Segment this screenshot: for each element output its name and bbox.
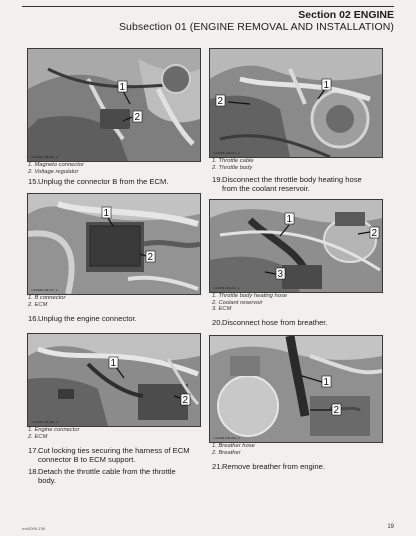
step-15 — [28, 177, 168, 186]
figure-legend — [212, 158, 254, 171]
legend-item: 2. Throttle body — [212, 164, 253, 171]
legend-item: 1. B connector — [28, 295, 66, 301]
legend-item: 2. Coolant reservoir — [212, 299, 263, 306]
legend-item: 1. Engine connector — [28, 427, 80, 433]
callout-2: 2 — [147, 252, 154, 263]
step-text-continued: connector B to ECM support. — [38, 455, 136, 464]
figure-magneto-connector — [27, 48, 201, 162]
legend-item: 1. Magneto connector — [28, 162, 85, 168]
callout-1: 1 — [110, 358, 117, 369]
step-text: Cut locking ties securing the harness of ECM — [38, 446, 190, 455]
step-21 — [212, 462, 325, 471]
step-number: 15. — [28, 177, 39, 186]
figure-throttle-cable — [209, 48, 383, 158]
header-rule — [22, 6, 394, 7]
step-text-continued: body. — [38, 476, 57, 485]
figure-legend — [212, 293, 287, 313]
step-text: Unplug the connector B from the ECM. — [38, 177, 169, 186]
callout-2: 2 — [371, 228, 378, 239]
callout-1: 1 — [286, 214, 293, 225]
step-text: Disconnect the throttle body heating hose — [222, 175, 362, 184]
step-text: Remove breather from engine. — [222, 462, 325, 471]
callout-1: 1 — [119, 82, 126, 93]
step-number: 16. — [28, 314, 39, 323]
section-title: Section 02 ENGINE — [298, 9, 394, 21]
legend-item: 2. Breather — [212, 449, 241, 456]
step-number: 18. — [28, 467, 39, 476]
callout-1: 1 — [103, 208, 110, 219]
callout-1: 1 — [323, 377, 330, 388]
step-18 — [28, 467, 176, 485]
figure-heating-hose — [209, 199, 383, 293]
figure-legend — [28, 427, 80, 440]
legend-item: 2. Voltage regulator — [28, 168, 79, 175]
callout-1: 1 — [323, 80, 330, 91]
step-number: 21. — [212, 462, 223, 471]
legend-item: 2. ECM — [28, 433, 48, 440]
step-text: Detach the throttle cable from the throttle — [38, 467, 176, 476]
step-text: Unplug the engine connector. — [38, 314, 137, 323]
legend-item: 1. Breather hose — [212, 443, 255, 449]
legend-item: 3. ECM — [212, 306, 232, 313]
figure-engine-connector — [27, 333, 201, 427]
figure-code: rmr2009-139-015_a — [31, 155, 58, 159]
figure-legend — [28, 295, 65, 308]
figure-code: rmr2009-139-019_a — [213, 436, 240, 440]
step-text: Disconnect hose from breather. — [222, 318, 328, 327]
figure-legend — [28, 162, 84, 175]
footer-code: rmr2009-139 — [22, 526, 45, 531]
step-16 — [28, 314, 137, 323]
callout-2: 2 — [134, 112, 141, 123]
callout-2: 2 — [182, 395, 189, 406]
subsection-title: Subsection 01 (ENGINE REMOVAL AND INSTALLATION) — [118, 21, 394, 33]
step-number: 20. — [212, 318, 223, 327]
page-number: 19 — [387, 524, 394, 530]
legend-item: 2. ECM — [28, 301, 48, 308]
step-text-continued: from the coolant reservoir. — [222, 184, 310, 193]
step-20 — [212, 318, 328, 327]
figure-code: rmr2009-139-012_a — [213, 151, 240, 155]
figure-breather-hose — [209, 335, 383, 443]
step-number: 17. — [28, 446, 39, 455]
figure-code: rmr2009-139-013_a — [213, 286, 240, 290]
step-17 — [28, 446, 190, 464]
step-19 — [212, 175, 362, 193]
figure-b-connector — [27, 193, 201, 295]
figure-code: rmr2009-139-018_a — [31, 420, 58, 424]
callout-2: 2 — [217, 96, 224, 107]
step-number: 19. — [212, 175, 223, 184]
callout-3: 3 — [277, 269, 284, 280]
callout-2: 2 — [333, 405, 340, 416]
legend-item: 1. Throttle cable — [212, 158, 254, 164]
figure-legend — [212, 443, 255, 456]
figure-code: rmr2009-139-017_a — [31, 288, 58, 292]
legend-item: 1. Throttle body heating hose — [212, 293, 288, 299]
